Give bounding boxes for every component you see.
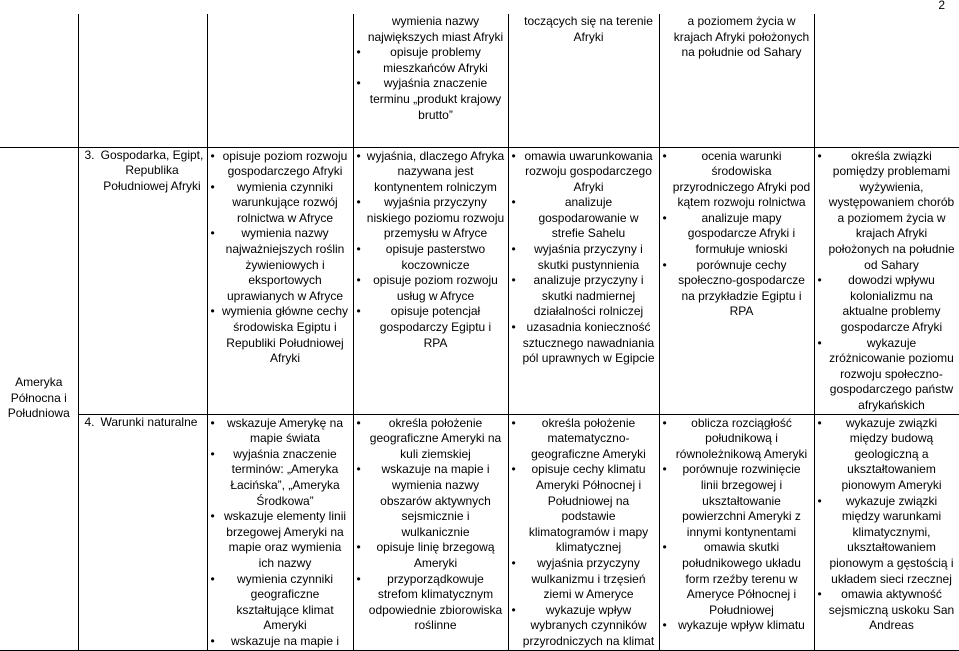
requirement-item: • opisuje linię brzegową Ameryki (357, 540, 505, 571)
requirement-item: • wyjaśnia przyczyny i skutki pustynnienia (512, 242, 656, 273)
requirement-item: • omawia aktywność sejsmiczną uskoku San Andreas (818, 587, 956, 634)
requirement-item: • wykazuje zróżnicowanie poziomu rozwoju społeczno-gospodarczego państw afrykańskich (818, 336, 956, 414)
requirement-item: • analizuje mapy gospodarcze Afryki i formułuje wnioski (663, 211, 811, 258)
topic-cell (78, 414, 207, 650)
requirements-cell-4 (659, 14, 814, 147)
requirements-list (818, 415, 956, 634)
requirement-item: • wymienia główne cechy środowiska Egiptu i Republiki Południowej Afryki (211, 304, 350, 366)
requirement-item: • wymienia czynniki geograficzne kształtujące klimat Ameryki (211, 572, 350, 634)
requirement-item: • wykazuje wpływ klimatu (663, 618, 811, 634)
requirements-list (211, 148, 350, 367)
lesson-topic: Warunki naturalne (100, 414, 198, 429)
requirement-item: • omawia skutki południkowego układu form rzeźby terenu w Ameryce Północnej i Południowej (663, 540, 811, 618)
requirement-item: • porównuje cechy społeczno-gospodarcze na przykładzie Egiptu i RPA (663, 258, 811, 320)
requirement-item: • wykazuje wpływ wybranych czynników przyrodniczych na klimat (512, 603, 656, 650)
requirements-list (818, 148, 956, 414)
requirements-cell-2 (353, 147, 508, 414)
requirement-item: • wyjaśnia, dlaczego Afryka nazywana jest kontynentem rolniczym (357, 149, 505, 196)
requirements-cell-4 (659, 147, 814, 414)
requirements-cell-2 (353, 14, 508, 147)
requirements-cell-1 (207, 147, 353, 414)
section-cell (0, 147, 78, 650)
requirements-list (663, 148, 811, 321)
requirements-cell-3 (508, 147, 659, 414)
requirements-cell-5 (814, 414, 959, 650)
requirement-item: a poziomem życia w krajach Afryki położonych na południe od Sahary (673, 14, 810, 60)
requirement-item: • wymienia czynniki warunkujące rozwój rolnictwa w Afryce (211, 180, 350, 227)
requirements-list (663, 14, 811, 61)
requirement-item: toczących się na terenie Afryki (524, 14, 653, 44)
requirement-item: • wskazuje elementy linii brzegowej Ameryki na mapie oraz wymienia ich nazwy (211, 509, 350, 571)
topic-cell (78, 147, 207, 414)
requirements-cell-1 (207, 414, 353, 650)
requirement-item: • przyporządkowuje strefom klimatycznym odpowiednie zbiorowiska roślinne (357, 572, 505, 634)
requirement-item: • wyjaśnia znaczenie terminu „produkt krajowy brutto” (357, 76, 505, 123)
requirements-list (357, 148, 505, 352)
requirement-item: • wskazuje Amerykę na mapie świata (211, 416, 350, 447)
requirements-list (512, 148, 656, 367)
requirement-item: • ocenia warunki środowiska przyrodniczego Afryki pod kątem rozwoju rolnictwa (663, 149, 811, 211)
requirement-item: • oblicza rozciągłość południkową i równoleżnikową Ameryki (663, 416, 811, 463)
requirement-item: • wymienia nazwy najważniejszych roślin żywieniowych i eksportowych uprawianych w Afryce (211, 226, 350, 304)
requirement-item: • określa związki pomiędzy problemami wyżywienia, występowaniem chorób a poziomem życia w krajach Afryki położonych na południe od Sahary (818, 149, 956, 274)
requirement-item: • opisuje cechy klimatu Ameryki Północnej i Południowej na podstawie klimatogramów i mapy klimatycznej (512, 462, 656, 556)
section-cell-empty (0, 14, 78, 147)
requirements-cell-3 (508, 414, 659, 650)
table-row (0, 414, 959, 650)
requirements-list (357, 415, 505, 634)
requirements-cell-3 (508, 14, 659, 147)
requirement-item: • wyjaśnia znaczenie terminów: „Ameryka Łacińska”, „Ameryka Środkowa” (211, 447, 350, 509)
requirement-item: • określa położenie matematyczno-geograficzne Ameryki (512, 416, 656, 463)
requirements-list (357, 14, 505, 123)
requirement-item: • opisuje poziom rozwoju usług w Afryce (357, 273, 505, 304)
requirements-cell-5 (814, 14, 959, 147)
requirement-item: • dowodzi wpływu kolonializmu na aktualne problemy gospodarcze Afryki (818, 273, 956, 335)
table-row (0, 14, 959, 147)
requirement-item: • analizuje przyczyny i skutki nadmiernej działalności rolniczej (512, 273, 656, 320)
requirement-item: • opisuje problemy mieszkańców Afryki (357, 45, 505, 76)
curriculum-table (0, 14, 959, 651)
requirements-cell-2 (353, 414, 508, 650)
requirement-item: wymienia nazwy największych miast Afryki (367, 14, 504, 44)
requirements-list (512, 14, 656, 45)
requirement-item: • uzasadnia konieczność sztucznego nawadniania pól uprawnych w Egipcie (512, 320, 656, 367)
requirements-cell-4 (659, 414, 814, 650)
requirement-item: • wyjaśnia przyczyny wulkanizmu i trzęsień ziemi w Ameryce (512, 556, 656, 603)
table-row (0, 147, 959, 414)
requirement-item: • opisuje poziom rozwoju gospodarczego Afryki (211, 149, 350, 180)
requirements-list (211, 415, 350, 650)
lesson-number: 4. (84, 414, 95, 429)
topic-cell (78, 14, 207, 147)
requirement-item: • opisuje potencjał gospodarczy Egiptu i RPA (357, 304, 505, 351)
requirement-item: • określa położenie geograficzne Ameryki na kuli ziemskiej (357, 416, 505, 463)
requirement-item: • wyjaśnia przyczyny niskiego poziomu rozwoju przemysłu w Afryce (357, 195, 505, 242)
requirements-cell-1 (207, 14, 353, 147)
requirement-item: • wskazuje na mapie i (211, 634, 350, 650)
requirement-item: • wskazuje na mapie i wymienia nazwy obszarów aktywnych sejsmicznie i wulkanicznie (357, 462, 505, 540)
requirements-list (663, 415, 811, 634)
requirement-item: • wykazuje związki między budową geologiczną a ukształtowaniem pionowym Ameryki (818, 416, 956, 494)
requirement-item: • wykazuje związki między warunkami klimatycznymi, ukształtowaniem pionowym a gęstością i układem sieci rzecznej (818, 494, 956, 588)
page-number: 2 (938, 0, 945, 12)
requirements-cell-5 (814, 147, 959, 414)
requirement-item: • analizuje gospodarowanie w strefie Sahelu (512, 195, 656, 242)
requirement-item: • omawia uwarunkowania rozwoju gospodarczego Afryki (512, 149, 656, 196)
section-label: Ameryka Północna i Południowa (7, 375, 70, 421)
lesson-topic: Gospodarka, Egipt, Republika Południowej Afryki (100, 147, 204, 193)
lesson-number: 3. (84, 147, 95, 162)
requirement-item: • porównuje rozwinięcie linii brzegowej i ukształtowanie powierzchni Ameryki z innymi kontynentami (663, 462, 811, 540)
requirement-item: • opisuje pasterstwo koczownicze (357, 242, 505, 273)
requirements-list (512, 415, 656, 650)
